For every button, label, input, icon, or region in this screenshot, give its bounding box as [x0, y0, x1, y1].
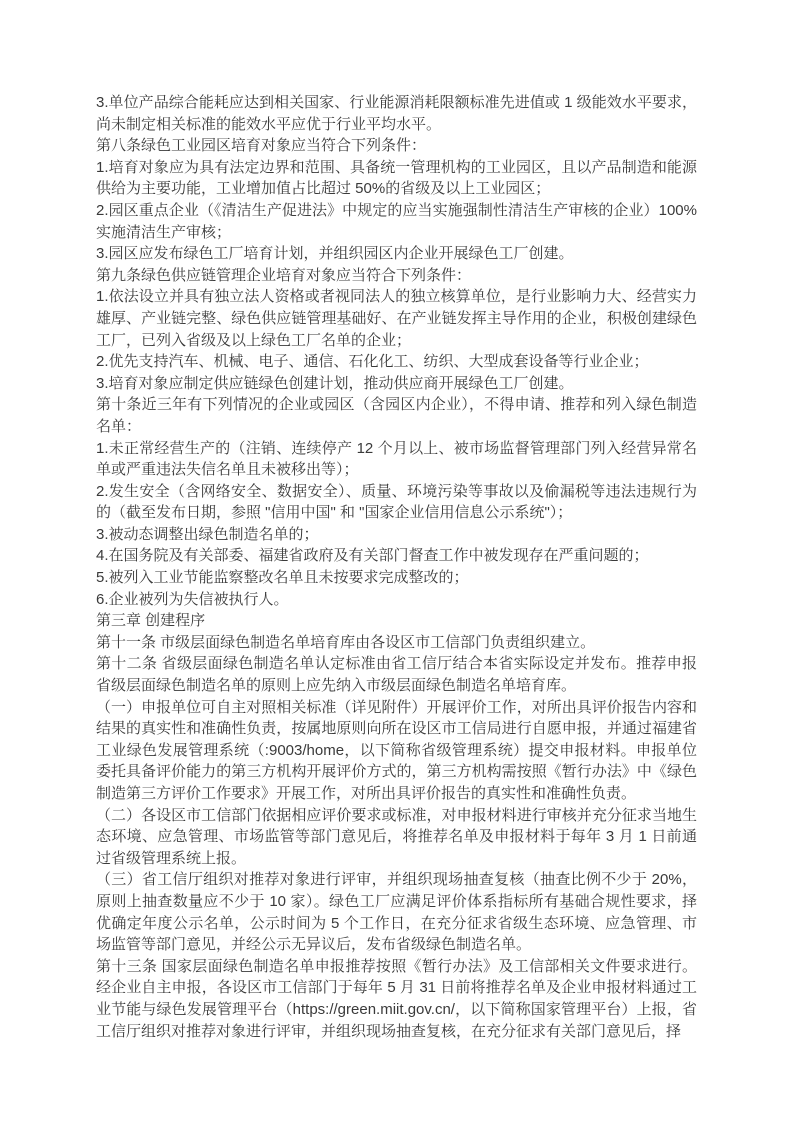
- doc-paragraph: 3.园区应发布绿色工厂培育计划，并组织园区内企业开展绿色工厂创建。: [96, 245, 574, 263]
- doc-paragraph: 第八条绿色工业园区培育对象应当符合下列条件：: [96, 137, 427, 155]
- doc-paragraph: 第十三条 国家层面绿色制造名单申报推荐按照《暂行办法》及工信部相关文件要求进行。经企业自主申报，各设区市工信部门于每年 5 月 31 日前将推荐名单及企业申报材料通过工业节能与绿色发展管理平台（https://green.miit.gov.cn/，以下简称国家管理平台）上报，省工信厅组织对推荐对象进行评审，并组织现场抽查复核，在充分征求有关部门意见后，择: [96, 957, 697, 1040]
- doc-paragraph: 第九条绿色供应链管理企业培育对象应当符合下列条件：: [96, 266, 472, 284]
- doc-paragraph: （三）省工信厅组织对推荐对象进行评审，并组织现场抽查复核（抽查比例不少于 20%，原则上抽查数量应不少于 10 家）。绿色工厂应满足评价体系指标所有基础合规性要求，择优确定年度公示名单，公示时间为 5 个工作日，在充分征求省级生态环境、应急管理、市场监管等部门意见，并经公示无异议后，发布省级绿色制造名单。: [96, 871, 697, 954]
- doc-paragraph: 2.优先支持汽车、机械、电子、通信、石化化工、纺织、大型成套设备等行业企业；: [96, 353, 649, 371]
- doc-paragraph: （一）申报单位可自主对照相关标准（详见附件）开展评价工作，对所出具评价报告内容和结果的真实性和准确性负责，按属地原则向所在设区市工信局进行自愿申报，并通过福建省工业绿色发展管理系统（:9003/home，以下简称省级管理系统）提交申报材料。申报单位委托具备评价能力的第三方机构开展评价方式的，第三方机构需按照《暂行办法》中《绿色制造第三方评价工作要求》开展工作，对所出具评价报告的真实性和准确性负责。: [96, 698, 697, 802]
- doc-paragraph: 第十一条 市级层面绿色制造名单培育库由各设区市工信部门负责组织建立。: [96, 633, 596, 651]
- doc-paragraph: 2.发生安全（含网络安全、数据安全）、质量、环境污染等事故以及偷漏税等违法违规行为的（截至发布日期，参照 "信用中国" 和 "国家企业信用信息公示系统"）；: [96, 482, 697, 522]
- doc-paragraph: 1.培育对象应为具有法定边界和范围、具备统一管理机构的工业园区，且以产品制造和能源供给为主要功能，工业增加值占比超过 50%的省级及以上工业园区；: [96, 158, 697, 198]
- doc-paragraph: （二）各设区市工信部门依据相应评价要求或标准，对申报材料进行审核并充分征求当地生态环境、应急管理、市场监管等部门意见后，将推荐名单及申报材料于每年 3 月 1 日前通过省级管理系统上报。: [96, 806, 697, 867]
- doc-paragraph: 5.被列入工业节能监察整改名单且未按要求完成整改的；: [96, 569, 469, 587]
- document-text-block: [96, 92, 697, 1042]
- doc-paragraph: 1.依法设立并具有独立法人资格或者视同法人的独立核算单位，是行业影响力大、经营实力雄厚、产业链完整、绿色供应链管理基础好、在产业链发挥主导作用的企业，积极创建绿色工厂，已列入省级及以上绿色工厂名单的企业；: [96, 288, 697, 349]
- doc-paragraph: 3.单位产品综合能耗应达到相关国家、行业能源消耗限额标准先进值或 1 级能效水平要求，尚未制定相关标准的能效水平应优于行业平均水平。: [96, 94, 697, 133]
- doc-paragraph: 第十条近三年有下列情况的企业或园区（含园区内企业），不得申请、推荐和列入绿色制造名单：: [96, 396, 697, 435]
- doc-paragraph: 6.企业被列为失信被执行人。: [96, 590, 289, 608]
- doc-paragraph: 2.园区重点企业（《清洁生产促进法》中规定的应当实施强制性清洁生产审核的企业）100%实施清洁生产审核；: [96, 201, 697, 241]
- doc-paragraph: 1.未正常经营生产的（注销、连续停产 12 个月以上、被市场监督管理部门列入经营异常名单或严重违法失信名单且未被移出等）；: [96, 439, 697, 479]
- doc-paragraph: 4.在国务院及有关部委、福建省政府及有关部门督查工作中被发现存在严重问题的；: [96, 547, 649, 565]
- doc-paragraph: 3.培育对象应制定供应链绿色创建计划，推动供应商开展绿色工厂创建。: [96, 374, 574, 392]
- doc-paragraph: 3.被动态调整出绿色制造名单的；: [96, 525, 319, 543]
- doc-chapter-heading: 第三章 创建程序: [96, 612, 206, 630]
- doc-paragraph: 第十二条 省级层面绿色制造名单认定标准由省工信厅结合本省实际设定并发布。推荐申报省级层面绿色制造名单的原则上应先纳入市级层面绿色制造名单培育库。: [96, 655, 697, 695]
